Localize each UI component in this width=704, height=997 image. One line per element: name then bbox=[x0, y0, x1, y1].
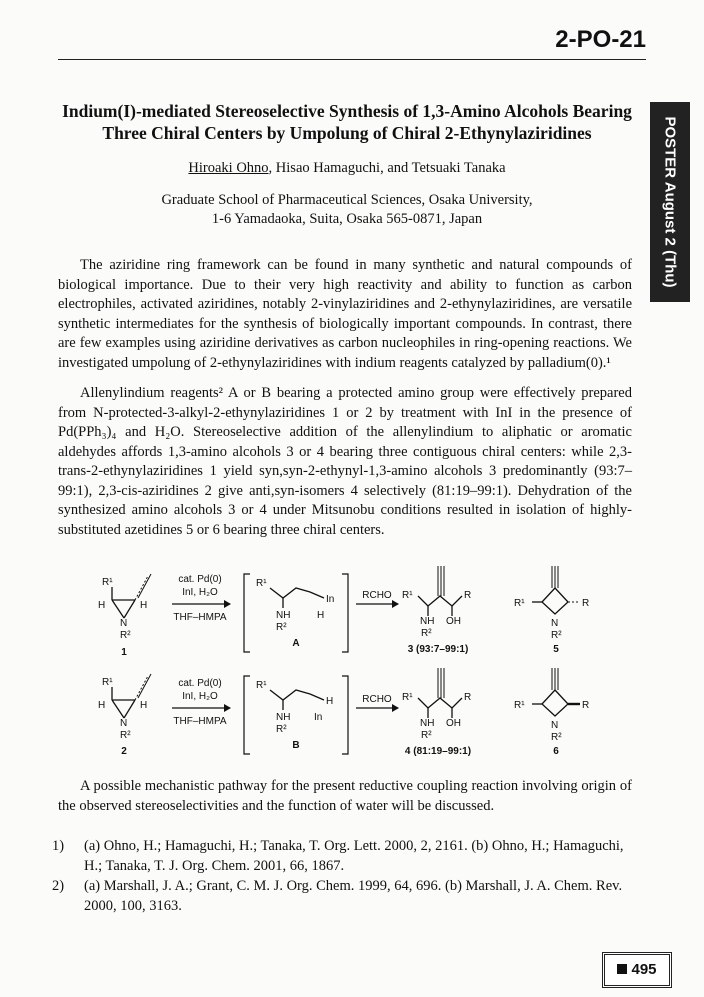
r1-label: R¹ bbox=[514, 700, 525, 711]
nh-label: NH bbox=[420, 616, 435, 627]
header-rule bbox=[58, 59, 646, 60]
r2-label: R² bbox=[120, 730, 131, 741]
compound-1-label: 1 bbox=[121, 647, 127, 658]
condition-reagents: InI, H₂O bbox=[182, 587, 218, 598]
compound-5-label: 5 bbox=[553, 644, 559, 655]
intermediate-b-label: B bbox=[292, 740, 300, 751]
r1-label: R¹ bbox=[514, 598, 525, 609]
compound-6-structure bbox=[514, 668, 589, 757]
r2-label: R² bbox=[421, 628, 432, 639]
body-paragraph: The aziridine ring framework can be found in many synthetic and natural compounds of biological importance. Due to their very high reactivity and ability to function as carbon electrophiles, activated aziridines, notably 2-vinylaziridines and 2-ethynylaziridines, are versatile synthetic intermediates for the synthesis of biologically important compounds. In contrast, there are few examples using aziridine derivatives as carbon nucleophiles in ring-opening reactions. We investigated umpolung of 2-ethynylaziridines with indium reagents catalyzed by palladium(0).¹ bbox=[58, 257, 632, 371]
r-label: R bbox=[464, 692, 472, 703]
n-label: N bbox=[551, 618, 559, 629]
compound-3-label: 3 (93:7–99:1) bbox=[407, 644, 469, 655]
n-label: N bbox=[551, 720, 559, 731]
compound-2-label: 2 bbox=[121, 746, 127, 757]
r-label: R bbox=[582, 598, 590, 609]
r2-label: R² bbox=[276, 622, 287, 633]
r1-label: R¹ bbox=[102, 677, 113, 688]
condition-catalyst: cat. Pd(0) bbox=[178, 678, 222, 689]
side-tab bbox=[650, 102, 690, 302]
intermediate-a-label: A bbox=[292, 638, 300, 649]
h-label: H bbox=[317, 610, 325, 621]
co-authors: , Hisao Hamaguchi, and Tetsuaki Tanaka bbox=[268, 160, 506, 176]
compound-1-structure bbox=[98, 574, 151, 658]
h-label: H bbox=[98, 600, 106, 611]
author-line bbox=[58, 160, 636, 177]
conditions-row-1 bbox=[172, 574, 231, 623]
step2-row-2 bbox=[356, 694, 399, 712]
in-label: In bbox=[326, 594, 335, 605]
reference-number: 1) bbox=[52, 838, 65, 854]
h-label: H bbox=[98, 700, 106, 711]
reagent-rchco: RCHO bbox=[362, 694, 392, 705]
reagent-rchco: RCHO bbox=[362, 590, 392, 601]
compound-4-structure bbox=[402, 668, 471, 757]
affiliation bbox=[58, 191, 636, 229]
h-label: H bbox=[326, 696, 334, 707]
intermediate-a bbox=[244, 574, 348, 652]
reference-number: 2) bbox=[52, 878, 65, 894]
r2-label: R² bbox=[551, 732, 562, 743]
affiliation-line-1: Graduate School of Pharmaceutical Sciences, Osaka University, bbox=[161, 192, 533, 208]
nh-label: NH bbox=[276, 610, 291, 621]
compound-2-structure bbox=[98, 674, 151, 757]
intermediate-b bbox=[244, 676, 348, 754]
step2-row-1 bbox=[356, 590, 399, 608]
page-number: 495 bbox=[631, 961, 657, 978]
references bbox=[52, 837, 632, 917]
oh-label: OH bbox=[446, 616, 461, 627]
reference-item bbox=[52, 837, 632, 876]
nh-label: NH bbox=[420, 718, 435, 729]
r1-label: R¹ bbox=[402, 590, 413, 601]
r2-label: R² bbox=[120, 630, 131, 641]
reference-item bbox=[52, 877, 632, 916]
compound-3-structure bbox=[402, 566, 471, 655]
reaction-scheme bbox=[90, 560, 610, 760]
reference-text: (a) Ohno, H.; Hamaguchi, H.; Tanaka, T. Org. Lett. 2000, 2, 2161. (b) Ohno, H.; Hamaguchi, H.; Tanaka, T. J. Org. Chem. 2001, 66, 1867. bbox=[84, 838, 624, 874]
in-label: In bbox=[314, 712, 323, 723]
poster-id: 2-PO-21 bbox=[555, 26, 646, 53]
r2-label: R² bbox=[276, 724, 287, 735]
r1-label: R¹ bbox=[102, 577, 113, 588]
paper-title: Indium(I)-mediated Stereoselective Synthesis of 1,3-Amino Alcohols Bearing Three Chiral Centers by Umpolung of Chiral 2-Ethynylaziridines bbox=[62, 101, 632, 143]
condition-reagents: InI, H₂O bbox=[182, 691, 218, 702]
h-label: H bbox=[140, 600, 148, 611]
r1-label: R¹ bbox=[402, 692, 413, 703]
side-tab-label: POSTER August 2 (Thu) bbox=[661, 116, 679, 288]
compound-4-label: 4 (81:19–99:1) bbox=[404, 746, 472, 757]
r2-label: R² bbox=[551, 630, 562, 641]
condition-solvent: THF–HMPA bbox=[173, 612, 227, 623]
square-icon bbox=[617, 964, 627, 974]
r1-label: R¹ bbox=[256, 578, 267, 589]
r2-label: R² bbox=[421, 730, 432, 741]
body-paragraph: Allenylindium reagents² A or B bearing a protected amino group were effectively prepared from N-protected-3-alkyl-2-ethynylaziridines 1 or 2 by treatment with InI in the presence of Pd(PPh₃)₄ and H₂O. Stereoselective addition of the allenylindium to aliphatic or aromatic aldehydes affords 1,3-amino alcohols 3 or 4 bearing three contiguous chiral centers: while 2,3-trans-2-ethynylaziridines 1 yield syn,syn-2-ethynyl-1,3-amino alcohols 3 predominantly (93:7–99:1), 2,3-cis-aziridines 2 give anti,syn-isomers 4 selectively (81:19–99:1). Dehydration of the synthesized amino alcohols 3 or 4 under Mitsunobu conditions resulted in isolation of highly-substituted azetidines 5 or 6 bearing three chiral centers. bbox=[58, 385, 632, 538]
presenting-author: Hiroaki Ohno bbox=[188, 160, 269, 176]
oh-label: OH bbox=[446, 718, 461, 729]
n-label: N bbox=[120, 618, 128, 629]
page-number-box bbox=[602, 952, 672, 988]
body-paragraph: A possible mechanistic pathway for the present reductive coupling reaction involving origin of the observed stereoselectivities and the function of water will be discussed. bbox=[58, 778, 632, 814]
reference-text: (a) Marshall, J. A.; Grant, C. M. J. Org. Chem. 1999, 64, 696. (b) Marshall, J. A. Chem. Rev. 2000, 100, 3163. bbox=[84, 878, 623, 914]
r1-label: R¹ bbox=[256, 680, 267, 691]
affiliation-line-2: 1-6 Yamadaoka, Suita, Osaka 565-0871, Japan bbox=[211, 211, 483, 227]
n-label: N bbox=[120, 718, 128, 729]
condition-catalyst: cat. Pd(0) bbox=[178, 574, 222, 585]
conditions-row-2 bbox=[172, 678, 231, 727]
condition-solvent: THF–HMPA bbox=[173, 716, 227, 727]
r-label: R bbox=[464, 590, 472, 601]
h-label: H bbox=[140, 700, 148, 711]
compound-5-structure bbox=[514, 566, 589, 655]
nh-label: NH bbox=[276, 712, 291, 723]
r-label: R bbox=[582, 700, 590, 711]
compound-6-label: 6 bbox=[553, 746, 559, 757]
